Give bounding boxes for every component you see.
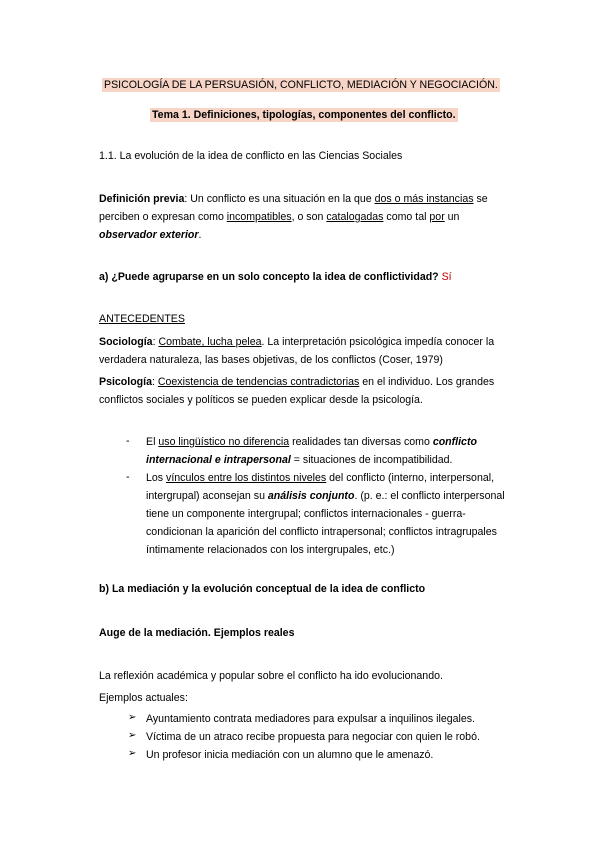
- psicologia-text: en el individuo. Los grandes: [359, 376, 495, 388]
- sociologia-underline: Combate, lucha pelea: [158, 336, 262, 348]
- psicologia-text: :: [151, 376, 158, 388]
- psicologia-paragraph: [99, 373, 499, 409]
- bullet-dash: -: [126, 435, 130, 447]
- auge-heading: Auge de la mediación. Ejemplos reales: [99, 627, 295, 639]
- definition-underline: dos o más instancias: [374, 193, 474, 205]
- psicologia-text: conflictos sociales y políticos se pueden explicar desde la psicología.: [99, 394, 423, 406]
- bullet-1-text: = situaciones de incompatibilidad.: [290, 454, 453, 466]
- ejemplo-item: Víctima de un atraco recibe propuesta para negociar con quien le robó.: [146, 731, 480, 743]
- bullet-2-text: íntimamente relacionados con los intergrupales, etc.): [146, 544, 395, 556]
- definition-italic: observador exterior: [99, 229, 199, 241]
- sociologia-text: :: [152, 336, 159, 348]
- psicologia-label: Psicología: [99, 376, 152, 388]
- definition-text: se: [473, 193, 488, 205]
- bullet-1: [146, 433, 526, 469]
- section-1-1-heading: 1.1. La evolución de la idea de conflicto en las Ciencias Sociales: [99, 150, 403, 162]
- bullet-2-text: condicionan la aparición del conflicto intrapersonal; conflictos intragrupales: [146, 526, 497, 538]
- psicologia-underline: Coexistencia de tendencias contradictorias: [157, 376, 360, 388]
- reflexion-text: La reflexión académica y popular sobre el conflicto ha ido evolucionando.: [99, 670, 443, 682]
- sociologia-label: Sociología: [99, 336, 153, 348]
- topic-subtitle: [150, 109, 458, 121]
- bullet-1-italic: conflicto: [432, 436, 477, 448]
- bullet-2-text: Los: [146, 472, 167, 484]
- bullet-1-italic: internacional e intrapersonal: [146, 454, 291, 466]
- definition-underline: incompatibles: [226, 211, 292, 223]
- question-a-text: a) ¿Puede agruparse en un solo concepto la idea de conflictividad?: [99, 271, 439, 283]
- ejemplo-item: Ayuntamiento contrata mediadores para expulsar a inquilinos ilegales.: [146, 713, 475, 725]
- definition-text: perciben o expresan como: [99, 211, 227, 223]
- ejemplos-label: Ejemplos actuales:: [99, 692, 188, 704]
- definition-label: Definición previa: [99, 193, 185, 205]
- bullet-1-text: realidades tan diversas como: [289, 436, 433, 448]
- ejemplo-item: Un profesor inicia mediación con un alumno que le amenazó.: [146, 749, 434, 761]
- bullet-2-italic: análisis conjunto: [267, 490, 355, 502]
- bullet-1-text: El: [146, 436, 159, 448]
- question-a-answer: Sí: [438, 271, 452, 283]
- definition-text: : Un conflicto es una situación en la que: [184, 193, 375, 205]
- definition-text: como tal: [383, 211, 430, 223]
- topic-subtitle-text: Tema 1. Definiciones, tipologías, componentes del conflicto.: [152, 109, 456, 121]
- bullet-2-text: del conflicto (interno, interpersonal,: [326, 472, 495, 484]
- bullet-2-text: . (p. e.: el conflicto interpersonal: [354, 490, 505, 502]
- bullet-2: [146, 469, 526, 559]
- document-title-text: PSICOLOGÍA DE LA PERSUASIÓN, CONFLICTO, MEDIACIÓN Y NEGOCIACIÓN.: [104, 79, 498, 91]
- document-title: [102, 79, 500, 91]
- bullet-2-text: intergrupal) aconsejan su: [146, 490, 268, 502]
- definition-underline: catalogadas: [326, 211, 384, 223]
- bullet-2-underline: vínculos entre los distintos niveles: [166, 472, 327, 484]
- arrow-bullet-icon: ➢: [128, 730, 137, 741]
- sociologia-paragraph: [99, 333, 499, 369]
- definition-text: , o son: [291, 211, 327, 223]
- question-a: [99, 271, 452, 283]
- definition-underline: por: [429, 211, 445, 223]
- sociologia-text: verdadera naturaleza, las bases objetivas, de los conflictos (Coser, 1979): [99, 354, 443, 366]
- bullet-1-underline: uso lingüístico no diferencia: [158, 436, 290, 448]
- bullet-2-text: tiene un componente intergrupal; conflictos internacionales - guerra-: [146, 508, 466, 520]
- arrow-bullet-icon: ➢: [128, 748, 137, 759]
- arrow-bullet-icon: ➢: [128, 712, 137, 723]
- definition-paragraph: [99, 190, 499, 244]
- antecedentes-heading: ANTECEDENTES: [99, 313, 185, 325]
- section-b-heading: b) La mediación y la evolución conceptual de la idea de conflicto: [99, 583, 426, 595]
- sociologia-text: . La interpretación psicológica impedía conocer la: [261, 336, 495, 348]
- definition-text: .: [198, 229, 202, 241]
- bullet-dash: -: [126, 471, 130, 483]
- definition-text: un: [444, 211, 460, 223]
